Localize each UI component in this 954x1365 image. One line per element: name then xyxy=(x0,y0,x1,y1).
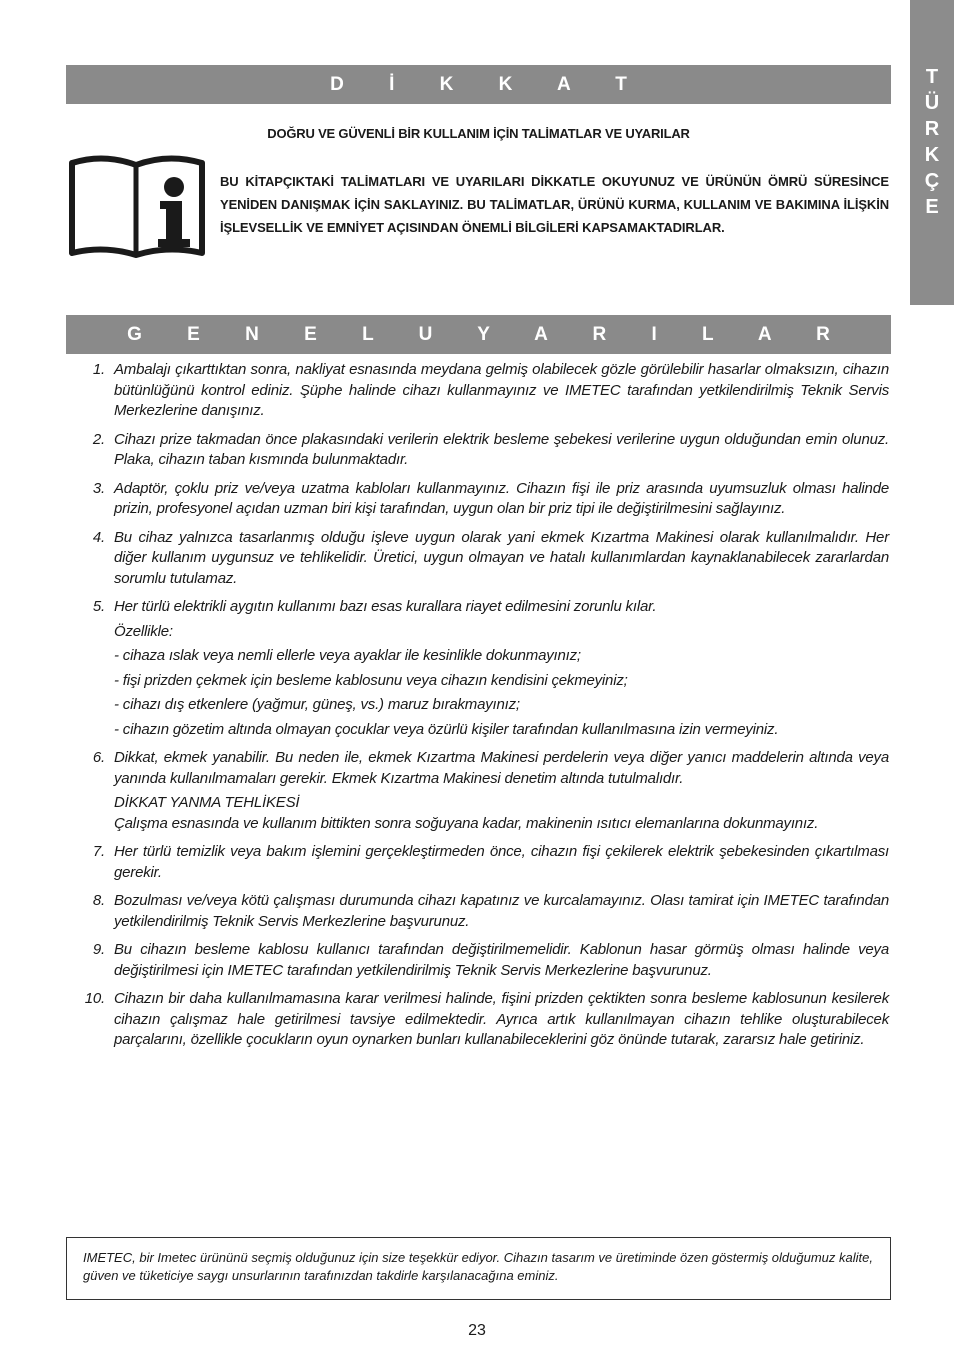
item-text: Dikkat, ekmek yanabilir. Bu neden ile, ekmek Kızartma Makinesi perdelerin veya diğer yanıcı maddelerin altında veya yanında kullanılmamaları gerekir. Ekmek Kızartma Makinesi denetim altında tutulmalıdır. xyxy=(114,749,889,787)
item-text: Bu cihazın besleme kablosu kullanıcı tarafından değiştirilmemelidir. Kablonun hasar görmüş olması halinde veya değiştirilmesi için IMETEC tarafından yetkilendirilmiş Teknik Servis Merkezlerine başvurunuz. xyxy=(114,941,889,979)
item-text: Her türlü elektrikli aygıtın kullanımı bazı esas kurallara riayet edilmesini zorunlu kılar. xyxy=(114,598,657,615)
item-subline: Özellikle: xyxy=(114,622,173,640)
item-text: Ambalajı çıkarttıktan sonra, nakliyat esnasında meydana gelmiş olabilecek gözle görülebilir hasarlar olmaksızın, cihazın bütünlüğünü kontrol ediniz. Şüphe halinde cihazı kullanmayınız ve IMETEC tarafından yetkilendirilmiş Teknik Servis Merkezlerine danışınız. xyxy=(114,361,889,419)
item-subline: - cihaza ıslak veya nemli ellerle veya ayaklar ile kesinlikle dokunmayınız; xyxy=(114,647,581,664)
item-number: 1. xyxy=(92,361,105,378)
item-text: Cihazı prize takmadan önce plakasındaki verilerin elektrik besleme şebekesi verilerine uygun olduğundan emin olunuz. Plaka, cihazın taban kısmında bulunmaktadır. xyxy=(114,430,889,468)
genel-uyarilar-heading: G E N E L U Y A R I L A R xyxy=(66,315,891,354)
item-text: Cihazın bir daha kullanılmamasına karar verilmesi halinde, fişini prizden çektikten sonra besleme kablosunun kesilerek cihazın çalışmaz hale getirilmesi tavsiye edilmektedir. Ayrıca artık kullanılmayan cihazın tehlike oluşturabilecek parçalarını, özellikle çocukların oyun oynarken bunları kullanabileceklerini göz önünde tutarak, zararsız hale getiriniz. xyxy=(114,990,889,1048)
thank-you-note: IMETEC, bir Imetec ürününü seçmiş olduğunuz için size teşekkür ediyor. Cihazın tasarım ve üretiminde özen göstermiş olduğumuz kalite, güven ve tüketiciye saygı unsurlarının tarafınızdan takdirle karşılanacağına eminiz. xyxy=(66,1237,891,1300)
list-item xyxy=(66,940,889,981)
item-subline: - cihazı dış etkenlere (yağmur, güneş, vs.) maruz bırakmayınız; xyxy=(114,696,520,713)
item-number: 10. xyxy=(84,990,105,1007)
item-text: Bu cihaz yalnızca tasarlanmış olduğu işleve uygun olarak yani ekmek Kızartma Makinesi olarak kullanılmalıdır. Her diğer kullanım uygunsuz ve tehlikelidir. Üretici, uygun olmayan ve hatalı kullanımlardan kaynaklanabilecek zararlardan sorumlu tutulamaz. xyxy=(114,528,889,587)
list-item xyxy=(66,430,889,471)
item-number: 9. xyxy=(92,941,105,958)
list-item xyxy=(66,891,889,932)
page-number: 23 xyxy=(468,1322,486,1339)
warnings-list xyxy=(66,360,889,1059)
book-info-icon xyxy=(66,155,208,260)
list-item xyxy=(66,360,889,422)
item-number: 3. xyxy=(92,479,105,497)
language-letter: E xyxy=(925,196,939,218)
item-number: 5. xyxy=(92,598,105,615)
list-item xyxy=(66,989,889,1051)
item-number: 4. xyxy=(92,528,105,546)
item-number: 7. xyxy=(92,843,105,860)
dikkat-subtitle: DOĞRU VE GÜVENLİ BİR KULLANIM İÇİN TALİMATLAR VE UYARILAR xyxy=(267,126,690,141)
item-number: 8. xyxy=(92,892,105,909)
item-text: Adaptör, çoklu priz ve/veya uzatma kabloları kullanmayınız. Cihazın fişi ile priz arasında uyumsuzluk olması halinde prizin, profesyonel açıdan uzman biri kişi tarafından, uygun olan bir priz tipi ile değiştirilmesini sağlayınız. xyxy=(114,479,889,517)
list-item xyxy=(66,597,889,740)
list-item xyxy=(66,528,889,590)
language-letter: Ü xyxy=(924,92,940,114)
list-item xyxy=(66,842,889,883)
language-letter: R xyxy=(924,118,940,140)
dikkat-intro: BU KİTAPÇIKTAKİ TALİMATLARI VE UYARILARI DİKKATLE OKUYUNUZ VE ÜRÜNÜN ÖMRÜ SÜRESİNCE YENİDEN DANIŞMAK İÇİN SAKLAYINIZ. BU TALİMATLAR, ÜRÜNÜ KURMA, KULLANIM VE BAKIMINA İLİŞKİN İŞLEVSELLİK VE EMNİYET AÇISINDAN ÖNEMLİ BİLGİLERİ KAPSAMAKTADIRLAR. xyxy=(220,174,889,235)
item-number: 6. xyxy=(92,749,105,766)
language-tab xyxy=(910,0,954,305)
burn-warning: DİKKAT YANMA TEHLİKESİ Çalışma esnasında ve kullanım bittikten sonra soğuyana kadar, makinenin ısıtıcı elemanlarına dokunmayınız. xyxy=(114,794,819,832)
item-text: Her türlü temizlik veya bakım işlemini gerçekleştirmeden önce, cihazın fişi çekilerek elektrik şebekesinden çıkartılması gerekir. xyxy=(114,843,889,881)
item-subline: - fişi prizden çekmek için besleme kablosunu veya cihazın kendisini çekmeyiniz; xyxy=(114,671,628,689)
item-text: Bozulması ve/veya kötü çalışması durumunda cihazı kapatınız ve kurcalamayınız. Olası tamirat için IMETEC tarafından yetkilendirilmiş Teknik Servis Merkezlerine başvurunuz. xyxy=(114,892,889,930)
list-item xyxy=(66,479,889,520)
language-letter: T xyxy=(925,66,939,88)
item-subline: - cihazın gözetim altında olmayan çocuklar veya özürlü kişiler tarafından kullanılmasına izin vermeyiniz. xyxy=(114,720,779,738)
list-item xyxy=(66,748,889,834)
language-letter: K xyxy=(924,144,940,166)
language-letter: Ç xyxy=(924,170,940,192)
dikkat-heading: D İ K K A T xyxy=(66,65,891,104)
item-number: 2. xyxy=(92,430,105,448)
